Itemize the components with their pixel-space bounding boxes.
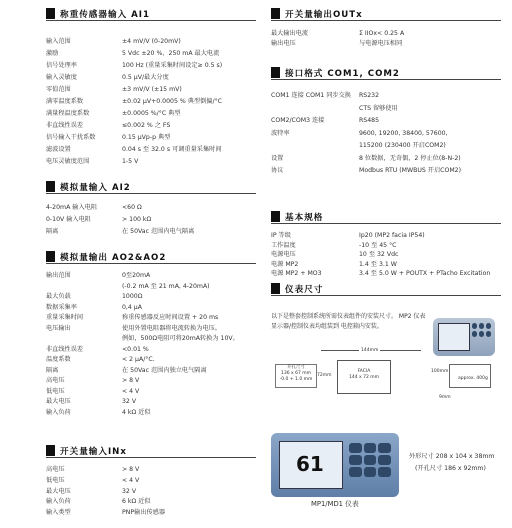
spec-value: < 4 V [122, 387, 140, 395]
spec-value: 例如，500Ω电阻可将20mA转换为 10V。 [122, 335, 239, 342]
spec-value: 4 kΩ 近似 [122, 408, 151, 416]
spec-label: 隔离 [46, 228, 59, 235]
spec-label: 协议 [271, 167, 284, 174]
instrument-photo [271, 433, 399, 497]
section-marker [46, 251, 55, 262]
spec-value: 10 至 32 Vdc [359, 251, 399, 259]
spec-value: Σ IIOx< 0.25 A [359, 30, 405, 37]
spec-value: > 8 V [122, 377, 140, 384]
spec-value: 在 50Vac 范围内电气隔离 [122, 228, 195, 235]
spec-label: 输入灵敏度 [46, 74, 77, 81]
dimension-description-2: 显示器/控制仪表均组装到 电控箱内安装。 [271, 323, 383, 330]
spec-value: < 2 μA/°C. [122, 356, 155, 363]
section-header-dimensions [271, 282, 501, 296]
spec-label: 输入负荷 [46, 498, 71, 506]
spec-label: 信号输入干扰系数 [46, 134, 96, 141]
spec-value: 称重传感器反应时间设置 + 20 ms [122, 314, 219, 321]
spec-value: 使用外置电阻器将电流转换为电压。 [122, 324, 221, 332]
spec-value: <0.01 % [122, 345, 149, 353]
spec-label: 波特率 [271, 129, 290, 137]
spec-value: Modbus RTU (MWBUS 开启COM2) [359, 167, 462, 174]
product-caption: MP1/MD1 仪表 [311, 500, 359, 508]
section-header-digital-output [271, 7, 501, 21]
spec-label: 满量程温度系数 [46, 110, 90, 117]
spec-label: 信号处理率 [46, 62, 77, 69]
spec-value: < 4 V [122, 476, 140, 484]
spec-label: 输入负荷 [46, 408, 71, 416]
spec-label: 电源电压 [271, 251, 296, 259]
dimension-drawing [271, 350, 426, 412]
spec-value: 1000Ω [122, 293, 143, 300]
spec-label: COM1 连接 COM1 同步交换 [271, 92, 351, 99]
thumbnail-screen [438, 323, 470, 351]
spec-label: COM2/COM3 连接 [271, 117, 325, 124]
spec-value: 32 V [122, 487, 137, 495]
spec-value: 5 Vdc ±20 %，250 mA 最大电流 [122, 50, 220, 57]
cutout-tolerance: -0.0 + 1.0 mm [279, 377, 313, 382]
facia-size: 144 x 72 mm [348, 375, 380, 380]
spec-value: 0,4 μA [122, 303, 142, 311]
section-header-basic-spec [271, 210, 501, 224]
spec-value: 0.04 s 至 32.0 s 可调重量采集时间 [122, 146, 222, 153]
spec-value: ±3 mV/V (±15 mV) [122, 86, 182, 93]
spec-value: -10 至 45 °C [359, 241, 397, 249]
spec-label: 高电压 [46, 466, 65, 473]
spec-value: RS485 [359, 117, 380, 124]
spec-label: 温度系数 [46, 356, 71, 363]
outer-dimensions: 外形尺寸 208 x 104 x 38mm [409, 453, 495, 460]
spec-label: 最大电压 [46, 487, 71, 495]
spec-label: 0-10V 输入电阻 [46, 216, 91, 223]
cutout-label: 开孔尺寸 [287, 365, 305, 370]
spec-value: 在 50Vac 范围内独立电气隔离 [122, 366, 207, 374]
thumbnail-keypad [472, 323, 491, 337]
spec-value: 与电源电压相同 [359, 40, 403, 47]
spec-label: 电源 MP2 [271, 260, 299, 268]
spec-label: 输入范围 [46, 38, 71, 45]
spec-value: 3.4 至 5.0 W + POUTX + PTacho Excitation [359, 270, 491, 278]
dimension-description-1: 以下是整套控制系统所需仪表组件的安装尺寸。 MP2 仪表 [271, 313, 426, 320]
instrument-thumbnail [433, 318, 495, 356]
spec-value: 6 kΩ 近似 [122, 498, 151, 506]
section-title: 模拟量输出 AO2&AO2 [60, 252, 167, 263]
spec-label: 非直线性误差 [46, 122, 84, 129]
spec-label: 非直线性误差 [46, 345, 84, 353]
instrument-keypad [349, 443, 391, 477]
spec-label: 输入类型 [46, 509, 71, 517]
spec-label: 电源 MP2 + MO3 [271, 270, 322, 278]
spec-value: > 8 V [122, 466, 140, 473]
cutout-dimensions: (开孔尺寸 186 x 92mm) [415, 465, 486, 472]
side-height-label: 100mm [431, 369, 449, 374]
spec-value: 0至20mA [122, 272, 151, 279]
section-header-interface [271, 66, 501, 80]
spec-value: ±4 mV/V (0-20mV) [122, 38, 181, 45]
spec-label: 零值范围 [46, 86, 71, 93]
spec-value: PNP输出传感器 [122, 509, 166, 517]
spec-label: 最大电压 [46, 398, 71, 405]
spec-value: RS232 [359, 92, 380, 99]
section-marker [46, 181, 55, 192]
spec-label: 电压输出 [46, 324, 71, 332]
section-title: 开关量输入INx [60, 446, 127, 457]
spec-value: 32 V [122, 398, 137, 405]
section-title: 基本规格 [285, 212, 324, 223]
spec-label: 工作温度 [271, 241, 296, 249]
spec-value: 100 Hz (重量采集时间设定≥ 0.5 s) [122, 62, 223, 69]
cutout-box [275, 364, 317, 388]
spec-label: 高电压 [46, 377, 65, 384]
section-marker [46, 445, 55, 456]
spec-label: 最大输出电流 [271, 30, 309, 37]
screen-reading: 61 [296, 452, 324, 476]
section-header-analog-output [46, 250, 256, 264]
spec-value: > 100 kΩ [122, 216, 152, 223]
spec-label: IP 等级 [271, 232, 291, 239]
section-title: 称重传感器输入 AI1 [60, 9, 150, 20]
section-title: 模拟量输入 AI2 [60, 182, 131, 193]
section-title: 接口格式 COM1, COM2 [285, 68, 400, 79]
spec-value: 1-5 V [122, 158, 139, 165]
cutout-size: 136 x 67 mm [280, 371, 312, 376]
spec-label: 低电压 [46, 476, 65, 484]
spec-label: 重量采集时间 [46, 314, 84, 321]
spec-value: 1.4 至 3.1 W [359, 260, 397, 268]
section-header-digital-input [46, 444, 256, 458]
spec-label: 隔离 [46, 366, 59, 374]
spec-value: 0.5 μV/最大分度 [122, 74, 169, 81]
spec-value: 115200 (230400 开启COM2) [359, 142, 446, 149]
spec-value: ±0.02 μV+0.0005 % 典型倒偏/°C [122, 98, 222, 105]
section-marker [271, 67, 280, 78]
spec-value: (-0.2 mA 至 21 mA, 4-20mA) [122, 282, 210, 290]
facia-box [337, 360, 391, 394]
spec-value: 9600, 19200, 38400, 57600, [359, 129, 448, 137]
side-view-box [449, 364, 491, 388]
section-marker [271, 8, 280, 19]
weight-label: approx. 400g [458, 376, 488, 381]
spec-label: 激励 [46, 50, 59, 57]
spec-label: 滤波设置 [46, 146, 71, 153]
spec-label: 输出电压 [271, 40, 296, 47]
spec-label: 输出范围 [46, 272, 71, 279]
depth-label: 9mm [439, 395, 451, 400]
section-title: 仪表尺寸 [285, 284, 324, 295]
instrument-screen [279, 441, 343, 489]
spec-label: 满零温度系数 [46, 98, 84, 105]
section-title: 开关量输出OUTx [285, 9, 363, 20]
spec-value: 8 位数据，无奇偶，2 停止位(8-N-2) [359, 154, 461, 162]
height-label: 72mm [317, 373, 332, 378]
spec-label: 低电压 [46, 387, 65, 395]
facia-label: FACIA [357, 369, 371, 374]
section-header-load-cell [46, 7, 256, 21]
spec-label: 电压灵敏度范围 [46, 158, 90, 165]
spec-value: ≤0.002 % 之 FS [122, 122, 171, 129]
spec-value: Ip20 (MP2 facia IP54) [359, 232, 425, 239]
spec-label: 设置 [271, 154, 284, 162]
spec-value: ±0.0005 %/°C 典型 [122, 110, 181, 117]
dimension-width-label: 144mm [361, 348, 379, 353]
spec-label: 数据采集率 [46, 303, 77, 311]
spec-label: 最大负载 [46, 293, 71, 300]
section-marker [271, 283, 280, 294]
section-marker [46, 8, 55, 19]
spec-label: 4-20mA 输入电阻 [46, 204, 98, 211]
section-marker [271, 211, 280, 222]
spec-value: CTS 留够使用 [359, 104, 398, 112]
section-header-analog-input [46, 180, 256, 194]
spec-value: 0.15 μVp-p 典型 [122, 134, 171, 141]
spec-value: <60 Ω [122, 204, 142, 211]
